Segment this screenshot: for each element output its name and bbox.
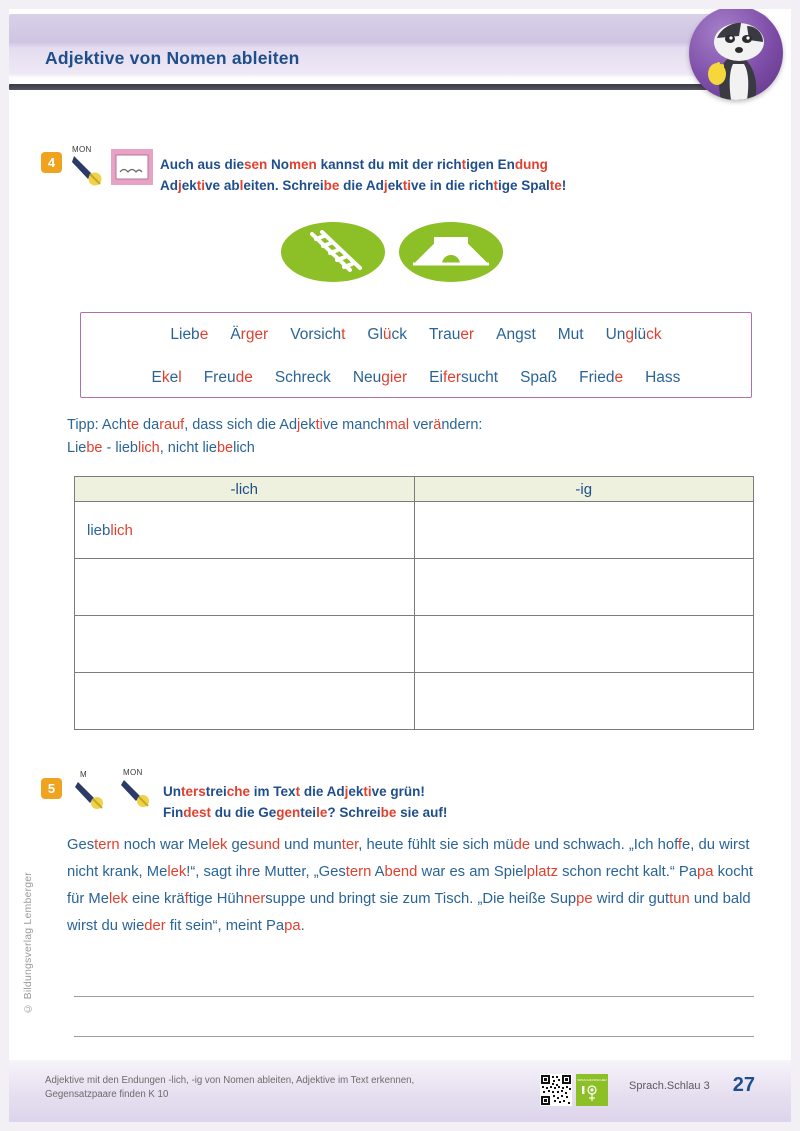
- table-cell-ig-3[interactable]: [414, 616, 753, 673]
- table-cell-lich-2[interactable]: [75, 559, 415, 616]
- page-footer: [9, 1060, 791, 1122]
- table-row: [75, 673, 754, 730]
- copyright-notice: © Bildungsverlag Lemberger: [22, 872, 34, 1015]
- word-bank-item[interactable]: Vorsicht: [290, 325, 346, 343]
- pencil-icon: [120, 776, 158, 808]
- word-bank-item[interactable]: Liebe: [170, 325, 209, 343]
- tip-line-1: Tipp: Achte darauf, dass sich die Adjektive manchmal verändern:: [67, 417, 483, 433]
- table-header-row: [75, 477, 754, 502]
- word-bank-item[interactable]: Unglück: [605, 325, 662, 343]
- exercise-5-instruction-line2: Findest du die Gegenteile? Schreibe sie auf!: [163, 805, 448, 820]
- table-cell-lich-3[interactable]: [75, 616, 415, 673]
- badger-mascot-icon: [689, 6, 783, 100]
- word-bank-box: [80, 312, 752, 398]
- word-bank-item[interactable]: Ärger: [230, 325, 269, 343]
- ladder-icon: [281, 222, 385, 282]
- word-bank-item[interactable]: Angst: [496, 325, 536, 343]
- word-bank-row-1: [81, 313, 751, 356]
- word-bank-item[interactable]: Hass: [645, 368, 681, 386]
- page-header: [9, 14, 791, 92]
- qr-code-icon[interactable]: [540, 1074, 572, 1106]
- pencil-icon: [74, 778, 112, 810]
- exercise-5-instruction: [163, 781, 723, 823]
- table-header-lich: -lich: [75, 477, 415, 502]
- footer-series-title: Sprach.Schlau 3: [629, 1080, 710, 1092]
- header-divider-rule: [9, 84, 753, 90]
- footer-description-line1: Adjektive mit den Endungen -lich, -ig von Nomen ableiten, Adjektive im Text erkennen,: [45, 1075, 415, 1086]
- exercise-4-number: 4: [41, 152, 62, 173]
- footer-description-line2: Gegensatzpaare finden K 10: [45, 1089, 169, 1100]
- word-bank-item[interactable]: Spaß: [520, 368, 558, 386]
- answer-line-1[interactable]: [74, 996, 754, 997]
- exercise-5-instruction-line1: Unterstreiche im Text die Adjektive grün!: [163, 784, 425, 799]
- footer-description: [45, 1074, 545, 1102]
- tip-line-2: Liebe - lieblich, nicht liebelich: [67, 440, 255, 456]
- page-title: Adjektive von Nomen ableiten: [45, 48, 300, 68]
- bridge-icon: [399, 222, 503, 282]
- green-badge-icon: [576, 1074, 608, 1106]
- word-bank-item[interactable]: Freude: [203, 368, 253, 386]
- word-bank-item[interactable]: Ekel: [151, 368, 182, 386]
- word-bank-row-2: [81, 356, 751, 399]
- notebook-icon: [110, 148, 154, 186]
- table-cell-ig-4[interactable]: [414, 673, 753, 730]
- svg-text:SPRACHFORSCHER: SPRACHFORSCHER: [577, 1078, 607, 1082]
- table-row: [75, 502, 754, 559]
- word-bank-item[interactable]: Friede: [579, 368, 624, 386]
- word-bank-item[interactable]: Mut: [557, 325, 584, 343]
- exercise-5-pencil-label-2: MON: [123, 768, 143, 777]
- exercise-4-pencil-label: MON: [72, 145, 92, 154]
- tip-text: [67, 414, 482, 460]
- exercise-4-instruction-line1: Auch aus diesen Nomen kannst du mit der richtigen Endung: [160, 157, 548, 172]
- pencil-icon: [70, 152, 108, 186]
- table-header-ig: -ig: [414, 477, 753, 502]
- level-icons: [281, 222, 503, 282]
- page-number: 27: [732, 1074, 755, 1096]
- exercise-4-instruction: [160, 154, 760, 196]
- answer-line-2[interactable]: [74, 1036, 754, 1037]
- word-bank-item[interactable]: Eifersucht: [429, 368, 499, 386]
- table-cell-ig-2[interactable]: [414, 559, 753, 616]
- word-bank-item[interactable]: Schreck: [274, 368, 331, 386]
- word-bank-item[interactable]: Trauer: [429, 325, 475, 343]
- word-bank-item[interactable]: Neugier: [352, 368, 408, 386]
- exercise-4-instruction-line2: Adjektive ableiten. Schreibe die Adjektive in die richtige Spalte!: [160, 178, 567, 193]
- word-bank-item[interactable]: Glück: [367, 325, 408, 343]
- exercise-5-pencil-label-1: M: [80, 770, 87, 779]
- table-row: [75, 559, 754, 616]
- endings-table: [74, 476, 754, 730]
- table-row: [75, 616, 754, 673]
- table-cell-lich-1[interactable]: lieblich: [75, 502, 415, 559]
- table-cell-lich-4[interactable]: [75, 673, 415, 730]
- exercise-5-number: 5: [41, 778, 62, 799]
- reading-passage: Gestern noch war Melek gesund und munter, heute fühlt sie sich müde und schwach. „Ich hoffe, du wirst nicht krank, Melek!“, sagt ihre Mutter, „Gestern Abend war es am Spielplatz schon recht kalt.“ Papa kocht für Melek eine kräftige Hühnersuppe und bringt sie zum Tisch. „Die heiße Suppe wird dir guttun und bald wirst du wieder fit sein“, meint Papa.: [67, 837, 753, 934]
- table-cell-ig-1[interactable]: [414, 502, 753, 559]
